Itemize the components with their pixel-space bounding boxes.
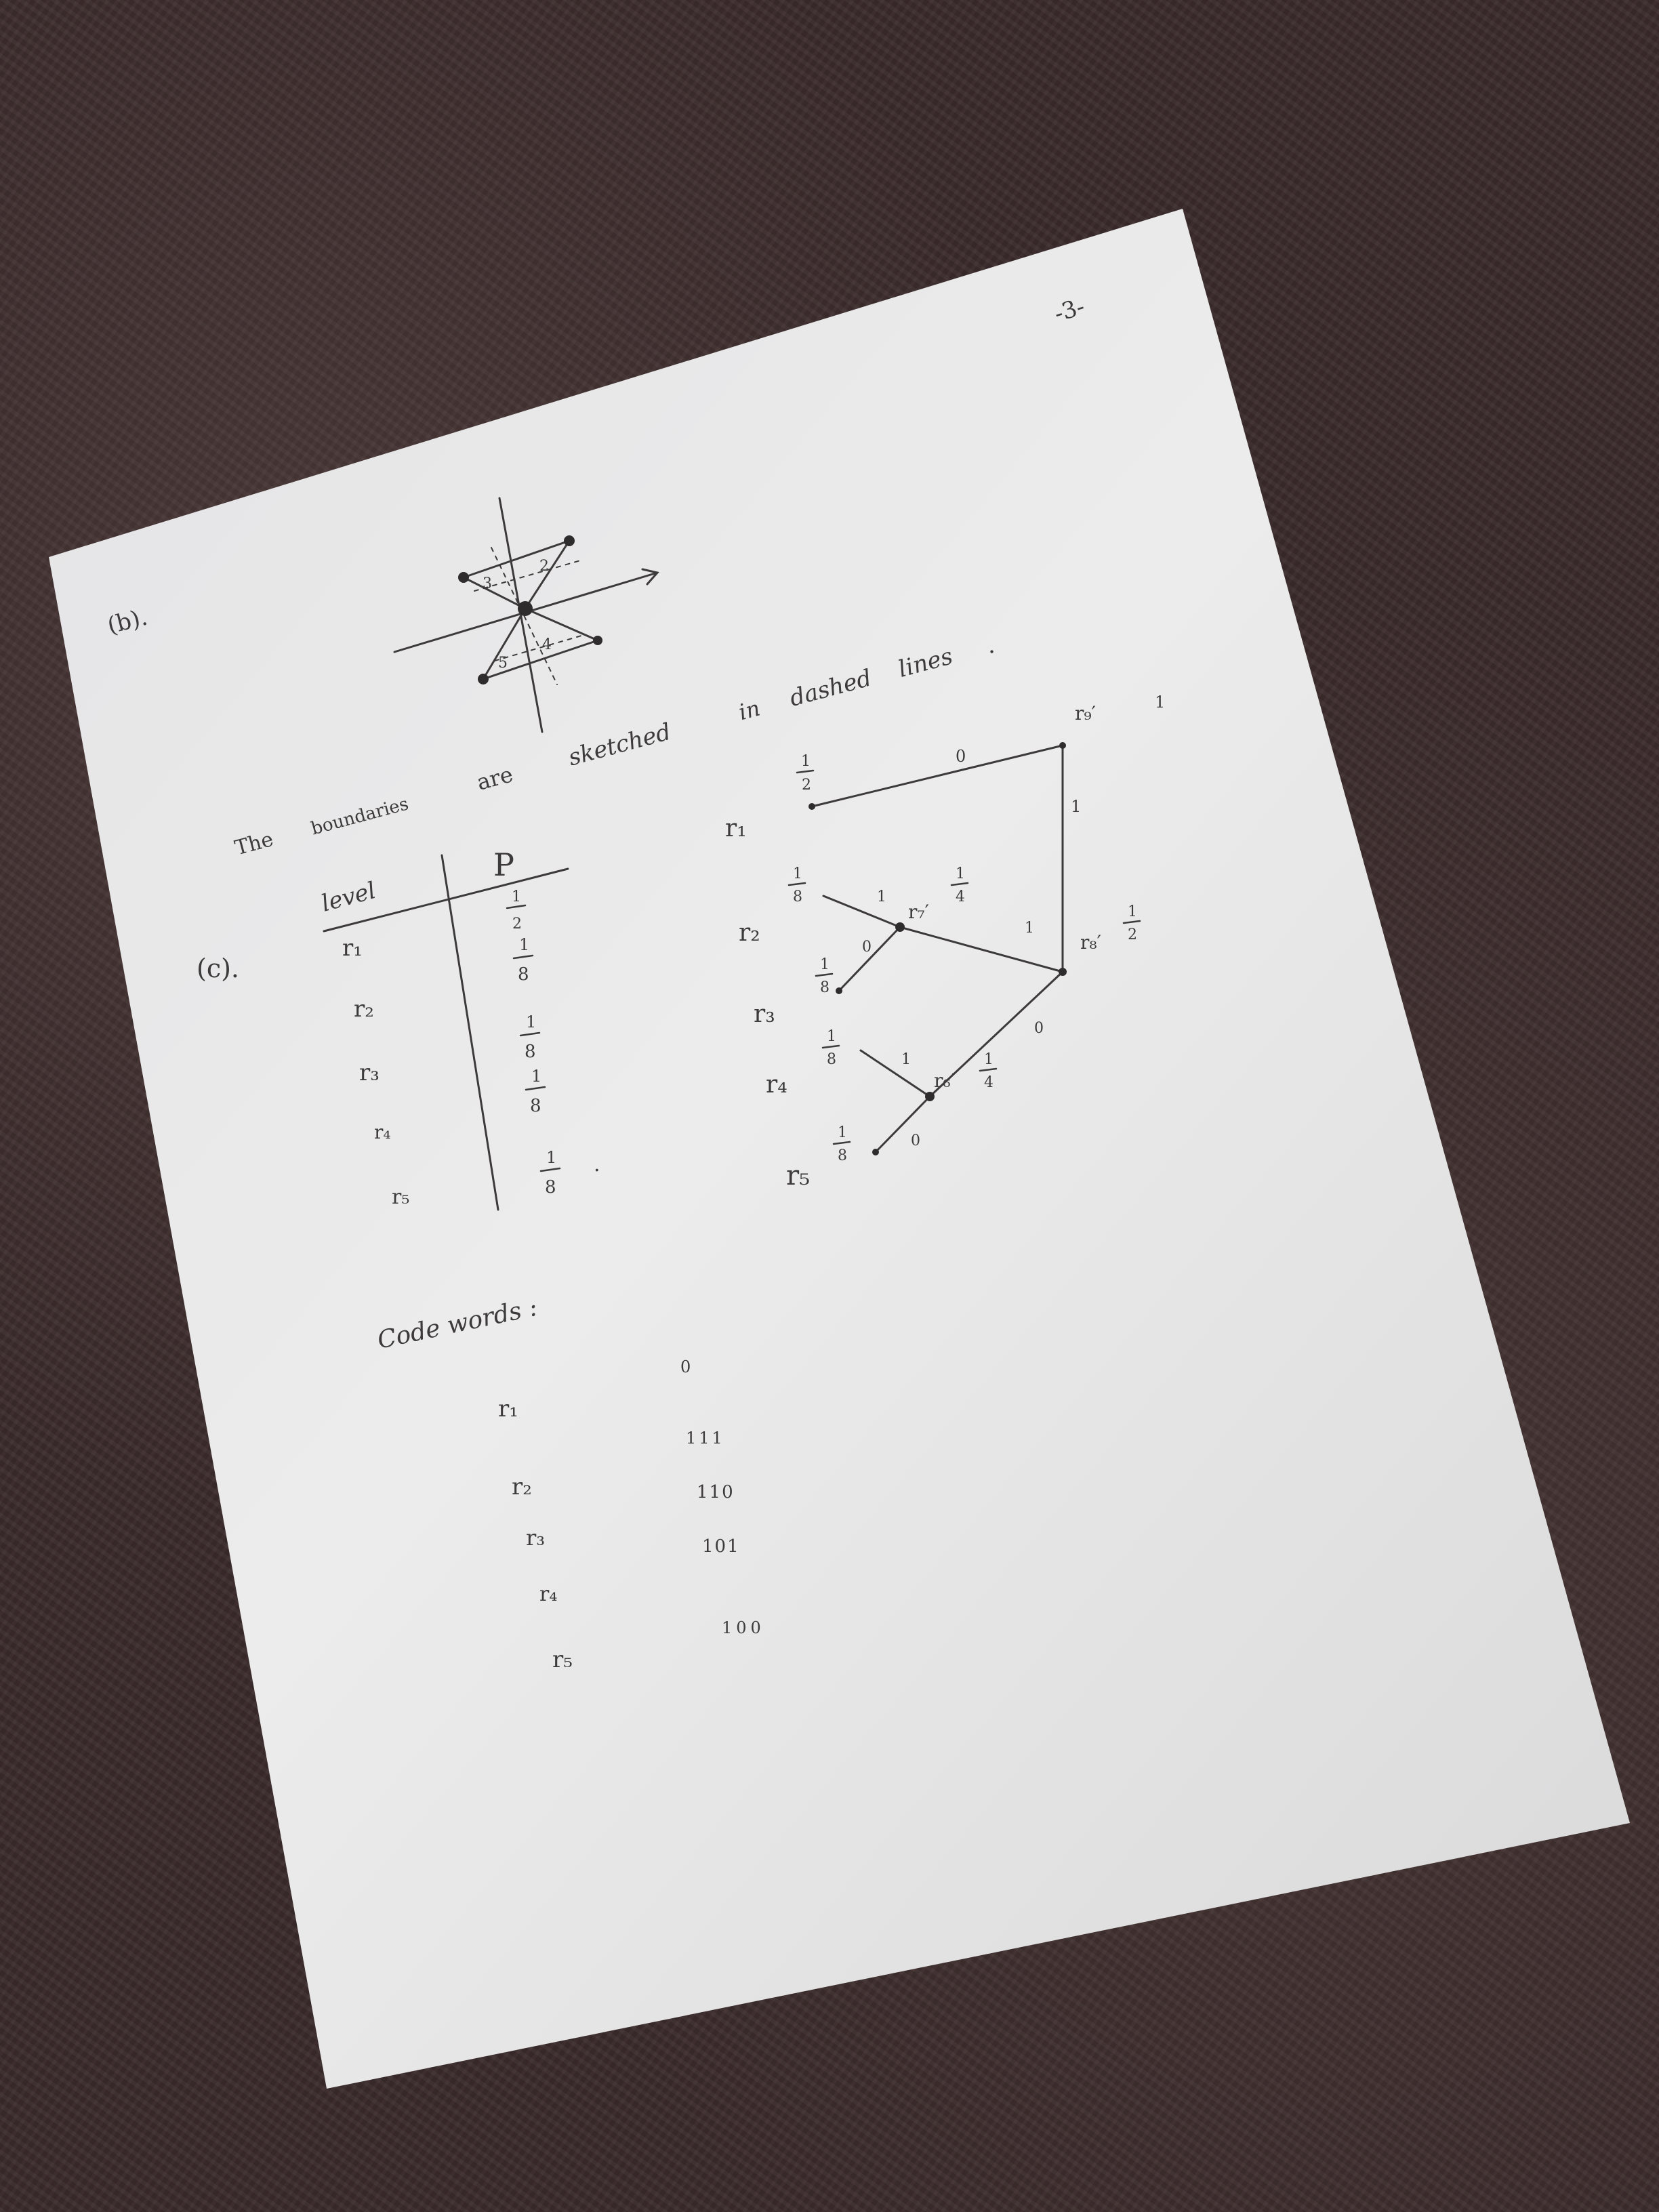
region-label: 4 [542,636,552,653]
tree-node [1059,742,1066,749]
caption-word: sketched [565,718,674,772]
node-label: r₆′ [934,1069,955,1092]
leaf-label: r₂ [739,919,760,947]
codeword-level: r₁ [498,1395,518,1422]
node-label: r₈′ [1080,931,1101,954]
caption-word: The [232,827,276,861]
node-prob-numerator: 1 [956,865,965,882]
node-prob-denominator: 4 [984,1074,994,1091]
table-level-cell: r₅ [392,1185,410,1209]
vertex-point [518,601,533,616]
table-p-numerator: 1 [519,935,530,954]
tree-node [872,1149,879,1155]
table-p-numerator: 1 [512,888,521,905]
edge-bit: 1 [877,888,886,905]
region-label: 2 [539,558,549,575]
leaf-label: r₁ [725,815,747,842]
leaf-prob-numerator: 1 [793,865,802,882]
table-p-denominator: 8 [545,1177,556,1197]
node-prob-numerator: 1 [984,1051,994,1068]
leaf-prob-numerator: 1 [801,753,811,770]
leaf-prob-denominator: 2 [802,777,811,794]
leaf-prob-numerator: 1 [820,956,830,973]
codeword-value: 100 [722,1618,765,1637]
tree-node [925,1092,935,1101]
region-label: 3 [483,575,492,592]
leaf-label: r₅ [786,1160,811,1191]
caption-word: are [474,761,516,796]
leaf-label: r₃ [754,1000,775,1028]
codeword-value: 101 [702,1536,740,1557]
edge-bit: 1 [1071,797,1082,816]
tree-node [836,987,842,994]
edge-bit: 1 [1025,920,1034,937]
node-label: r₉′ [1075,702,1096,724]
codeword-level: r₅ [552,1646,573,1673]
edge-bit: 1 [901,1051,911,1068]
vertex-point [564,535,575,546]
caption-word: dashed [786,664,875,712]
caption-period: . [983,631,998,660]
leaf-prob-denominator: 8 [820,979,830,996]
table-header-p: P [493,846,514,883]
vertex-point [593,636,602,645]
leaf-label: r₄ [766,1071,787,1099]
table-p-numerator: 1 [526,1012,537,1031]
edge-bit: 0 [911,1132,920,1149]
codeword-value: 0 [680,1357,691,1376]
edge-bit: 0 [956,747,966,766]
codewords-title: Code words : [375,1293,540,1355]
codeword-level: r₃ [526,1525,546,1551]
caption-word: lines [895,642,956,684]
table-header-level: level [318,877,379,918]
table-end-mark: . [594,1153,600,1176]
leaf-prob-denominator: 8 [827,1051,836,1068]
codeword-level: r₂ [512,1473,532,1500]
node-prob-numerator: 1 [1128,903,1137,920]
tree-node [1059,968,1067,976]
edge-bit: 0 [1034,1020,1044,1037]
table-p-denominator: 8 [530,1096,541,1116]
part-b-label: (b). [104,603,150,640]
node-label: r₇′ [908,901,929,923]
leaf-prob-numerator: 1 [827,1028,836,1045]
leaf-prob-denominator: 8 [793,888,802,905]
page-number: -3- [1050,293,1088,328]
table-level-cell: r₃ [359,1059,380,1086]
codeword-value: 111 [686,1429,725,1448]
vertex-point [478,674,489,684]
table-p-denominator: 8 [525,1042,536,1062]
node-prob-denominator: 2 [1128,926,1137,943]
table-p-numerator: 1 [546,1148,557,1167]
table-level-cell: r₄ [374,1121,391,1143]
table-p-denominator: 2 [512,916,522,933]
table-level-cell: r₁ [342,935,363,962]
region-label: 5 [498,655,508,672]
part-c-label: (c). [197,954,240,983]
table-p-numerator: 1 [531,1067,542,1086]
vertex-point [458,572,469,583]
node-prob-value: 1 [1155,693,1166,712]
caption-word: in [735,695,763,726]
edge-bit: 0 [862,939,872,956]
tree-node [808,803,815,810]
codeword-level: r₄ [539,1582,558,1606]
caption-word: boundaries [308,794,411,840]
leaf-prob-denominator: 8 [838,1147,847,1164]
leaf-prob-numerator: 1 [838,1124,847,1141]
codeword-value: 110 [697,1482,735,1502]
table-level-cell: r₂ [354,996,374,1023]
table-p-denominator: 8 [518,964,529,985]
tree-node [895,922,905,932]
node-prob-denominator: 4 [956,888,965,905]
